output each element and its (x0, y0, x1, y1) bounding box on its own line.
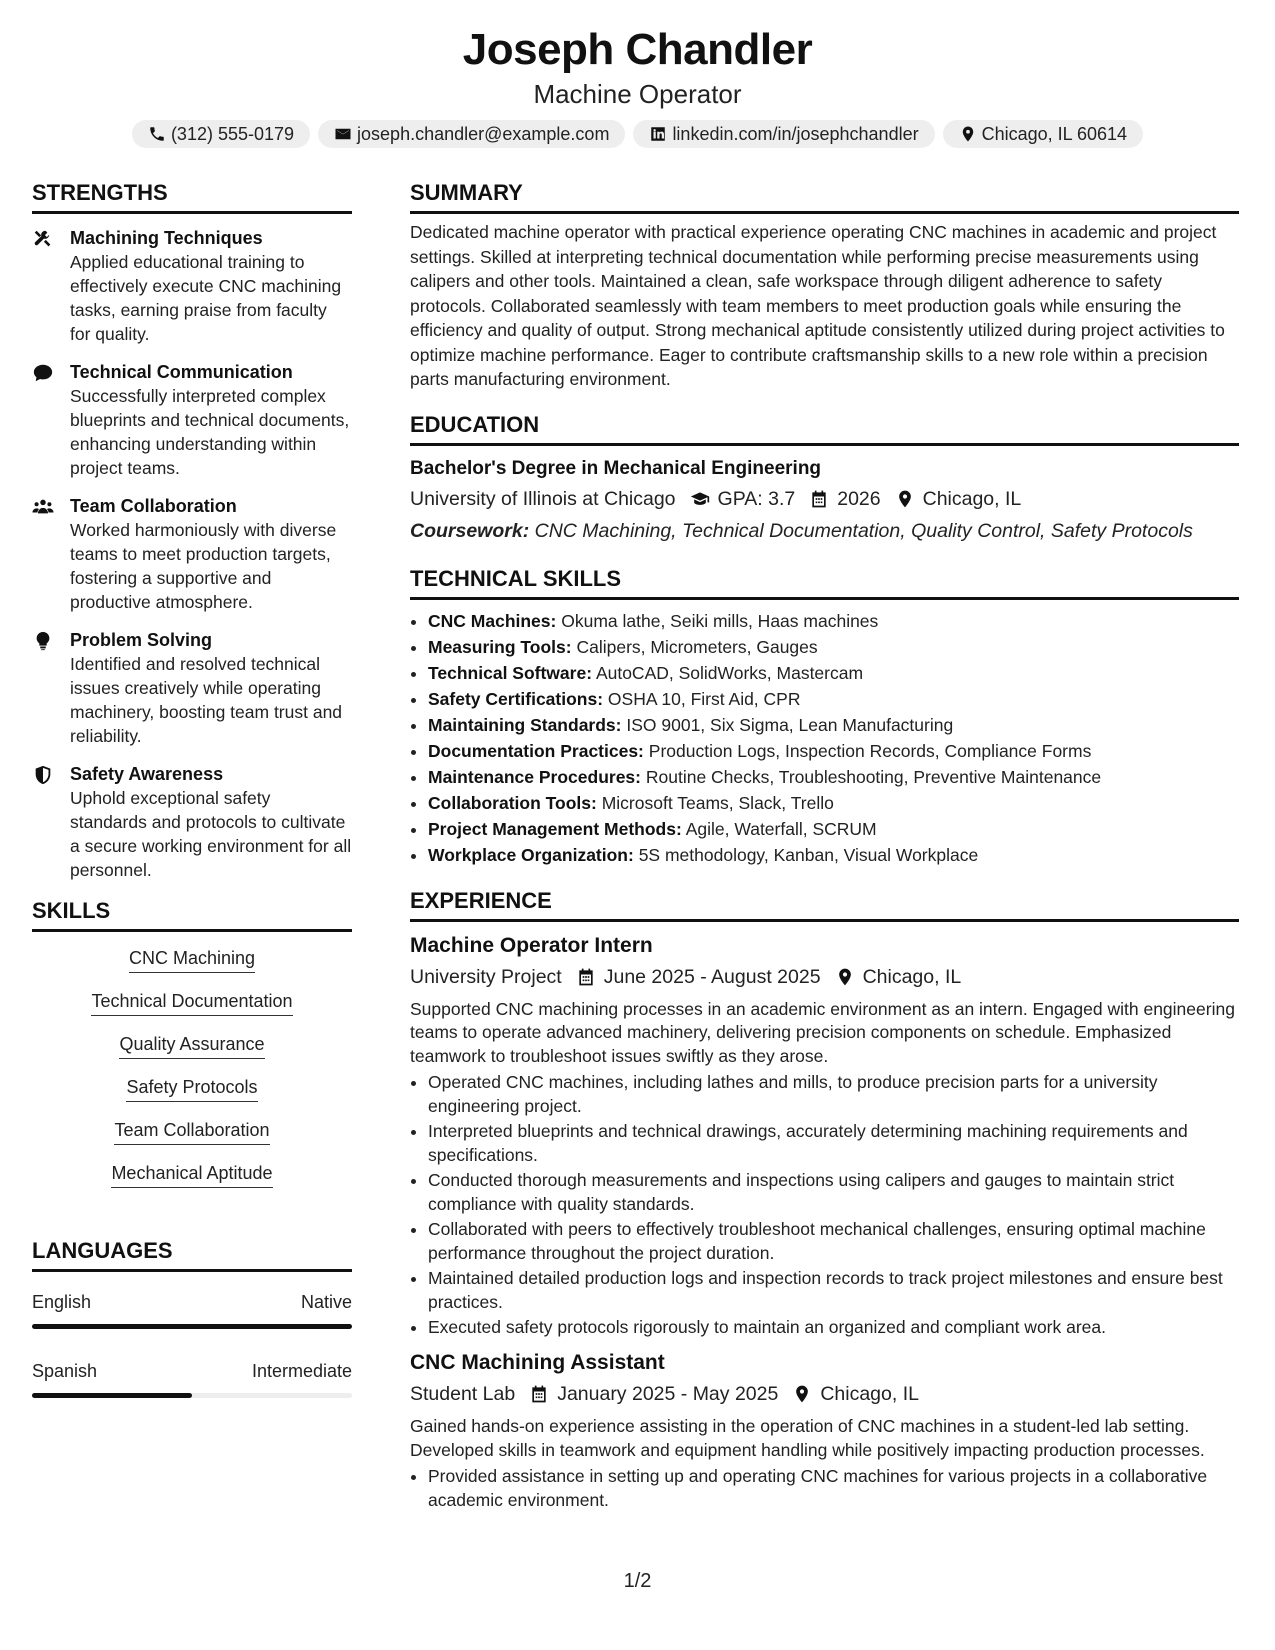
list-item: • Maintenance Procedures: Routine Checks, Troubleshooting, Preventive Maintenance (428, 764, 1239, 790)
language-proficiency-fill (32, 1393, 192, 1398)
language-row (32, 1359, 352, 1383)
envelope-icon (334, 125, 352, 143)
skills-list (32, 946, 352, 1204)
strength-desc: Uphold exceptional safety standards and protocols to cultivate a secure working environment for all personnel. (70, 788, 352, 880)
job-location: Chicago, IL (820, 1383, 919, 1405)
list-item: • Workplace Organization: 5S methodology, Kanban, Visual Workplace (428, 842, 1239, 868)
contact-email[interactable] (318, 120, 625, 148)
strength-item (32, 762, 352, 882)
list-item: • Maintaining Standards: ISO 9001, Six Sigma, Lean Manufacturing (428, 712, 1239, 738)
list-item: • Collaboration Tools: Microsoft Teams, Slack, Trello (428, 790, 1239, 816)
coursework-label: Coursework: (410, 519, 530, 542)
language-level: Native (300, 1292, 352, 1312)
contact-linkedin-text: linkedin.com/in/josephchandler (672, 123, 919, 144)
strength-item (32, 360, 352, 480)
strength-title: Team Collaboration (70, 496, 237, 516)
strength-title: Machining Techniques (70, 228, 263, 248)
list-item: • Executed safety protocols rigorously to maintain an organized and compliant work area. (428, 1315, 1239, 1339)
school-name: University of Illinois at Chicago (410, 487, 676, 510)
strength-title: Safety Awareness (70, 764, 224, 784)
job-company: University Project (410, 965, 562, 988)
job-meta (410, 1379, 1239, 1409)
job-meta (410, 962, 1239, 992)
job-title: CNC Machining Assistant (410, 1351, 665, 1374)
strength-desc: Applied educational training to effectively execute CNC machining tasks, earning praise from faculty for quality. (70, 252, 342, 344)
calendar-icon (809, 489, 829, 509)
location-pin-icon (792, 1384, 812, 1404)
job-description: Supported CNC machining processes in an academic environment as an intern. Engaged with engineering teams to operate advanced machinery, delivering precision components on schedule. Emphasized teamwork to troubleshoot issues swiftly as they arose. (410, 998, 1235, 1066)
location-pin-icon (959, 125, 977, 143)
strengths-list (32, 226, 352, 882)
list-item: • Conducted thorough measurements and inspections using calipers and gauges to maintain strict compliance with quality standards. (428, 1168, 1239, 1216)
list-item: • Collaborated with peers to effectively troubleshoot mechanical challenges, ensuring optimal machine performance throughout the project duration. (428, 1217, 1239, 1265)
language-row (32, 1290, 352, 1314)
skill-tag: Safety Protocols (126, 1075, 257, 1102)
strength-item (32, 494, 352, 614)
contact-linkedin[interactable] (633, 120, 934, 148)
job-entry (410, 1349, 1239, 1512)
strength-item (32, 226, 352, 346)
education-meta (410, 484, 1239, 514)
linkedin-icon (649, 125, 667, 143)
skill-tag: Mechanical Aptitude (111, 1161, 272, 1188)
resume-body (32, 178, 1243, 1513)
summary-heading: SUMMARY (410, 178, 1239, 214)
list-item: • Documentation Practices: Production Logs, Inspection Records, Compliance Forms (428, 738, 1239, 764)
right-column (410, 178, 1239, 1513)
language-proficiency-bar (32, 1393, 352, 1398)
gpa: GPA: 3.7 (717, 487, 796, 510)
contact-phone[interactable] (132, 120, 310, 148)
candidate-name: Joseph Chandler (462, 25, 813, 74)
job-bullets (410, 1070, 1239, 1339)
coursework-list: CNC Machining, Technical Documentation, Quality Control, Safety Protocols (534, 519, 1193, 542)
skill-tag: CNC Machining (129, 946, 255, 973)
contact-location (943, 120, 1143, 148)
list-item: • Interpreted blueprints and technical drawings, accurately determining machining requirements and specifications. (428, 1119, 1239, 1167)
location-pin-icon (835, 967, 855, 987)
language-level: Intermediate (251, 1361, 352, 1381)
experience-heading: EXPERIENCE (410, 886, 1239, 922)
tools-icon (32, 228, 54, 250)
graduation-cap-icon (690, 489, 710, 509)
strength-title: Technical Communication (70, 362, 293, 382)
strength-desc: Worked harmoniously with diverse teams to meet production targets, fostering a supportive and productive atmosphere. (70, 520, 337, 612)
strength-item (32, 628, 352, 748)
left-column (32, 178, 352, 1513)
shield-icon (32, 764, 54, 786)
list-item: • Project Management Methods: Agile, Waterfall, SCRUM (428, 816, 1239, 842)
technical-skills-list (410, 608, 1239, 868)
contact-phone-text: (312) 555-0179 (170, 123, 295, 144)
language-proficiency-fill (32, 1324, 352, 1329)
page-number: 1/2 (623, 1570, 652, 1592)
contact-bar (0, 120, 1275, 148)
job-location: Chicago, IL (862, 965, 962, 988)
strength-title: Problem Solving (70, 630, 213, 650)
list-item: • Measuring Tools: Calipers, Micrometers, Gauges (428, 634, 1239, 660)
calendar-icon (529, 1384, 549, 1404)
skill-tag: Quality Assurance (119, 1032, 264, 1059)
strength-desc: Successfully interpreted complex blueprints and technical documents, enhancing understanding within project teams. (70, 386, 350, 478)
lightbulb-icon (32, 630, 54, 652)
strengths-heading: STRENGTHS (32, 178, 352, 214)
list-item: • CNC Machines: Okuma lathe, Seiki mills, Haas machines (428, 608, 1239, 634)
skills-heading: SKILLS (32, 896, 352, 932)
list-item: • Technical Software: AutoCAD, SolidWorks, Mastercam (428, 660, 1239, 686)
language-name: Spanish (32, 1361, 98, 1381)
candidate-title: Machine Operator (533, 79, 742, 109)
language-proficiency-bar (32, 1324, 352, 1329)
education-location: Chicago, IL (922, 487, 1022, 510)
degree-title: Bachelor's Degree in Mechanical Engineering (410, 457, 822, 479)
education-heading: EDUCATION (410, 410, 1239, 446)
list-item: • Operated CNC machines, including lathes and mills, to produce precision parts for a university engineering project. (428, 1070, 1239, 1118)
summary-text: Dedicated machine operator with practical experience operating CNC machines in academic and project settings. Skilled at interpreting technical documentation while performing precise measurements using calipers and other tools. Maintained a clean, safe workspace through diligent adherence to safety protocols. Collaborated seamlessly with team members to meet production goals while ensuring the efficiency and quality of output. Strong mechanical aptitude consistently utilized during project activities to optimize machine performance. Eager to contribute craftsmanship skills to a new role within a precision parts manufacturing environment. (410, 222, 1225, 389)
strength-desc: Identified and resolved technical issues creatively while operating machinery, boosting team trust and reliability. (70, 654, 343, 746)
job-bullets (410, 1464, 1239, 1512)
coursework (410, 516, 1239, 546)
speech-bubble-icon (32, 362, 54, 384)
skill-tag: Technical Documentation (91, 989, 292, 1016)
job-dates: January 2025 - May 2025 (557, 1383, 779, 1405)
job-dates: June 2025 - August 2025 (603, 965, 821, 988)
languages-list (32, 1290, 352, 1398)
location-pin-icon (895, 489, 915, 509)
skill-tag: Team Collaboration (114, 1118, 269, 1145)
calendar-icon (576, 967, 596, 987)
list-item: • Provided assistance in setting up and operating CNC machines for various projects in a collaborative academic environment. (428, 1464, 1239, 1512)
job-entry (410, 932, 1239, 1340)
list-item: • Maintained detailed production logs and inspection records to track project milestones and ensure best practices. (428, 1266, 1239, 1314)
contact-email-text: joseph.chandler@example.com (357, 123, 610, 144)
job-description: Gained hands-on experience assisting in the operation of CNC machines in a student-led lab setting. Developed skills in teamwork and equipment handling while positively impacting production processes. (410, 1416, 1205, 1460)
list-item: • Safety Certifications: OSHA 10, First Aid, CPR (428, 686, 1239, 712)
job-title: Machine Operator Intern (410, 933, 653, 957)
people-icon (32, 496, 54, 518)
job-company: Student Lab (410, 1383, 516, 1405)
languages-heading: LANGUAGES (32, 1236, 352, 1272)
technical-skills-heading: TECHNICAL SKILLS (410, 564, 1239, 600)
graduation-year: 2026 (837, 487, 881, 510)
resume-header (0, 0, 1275, 148)
language-name: English (32, 1292, 92, 1312)
contact-location-text: Chicago, IL 60614 (981, 123, 1128, 144)
phone-icon (148, 125, 166, 143)
